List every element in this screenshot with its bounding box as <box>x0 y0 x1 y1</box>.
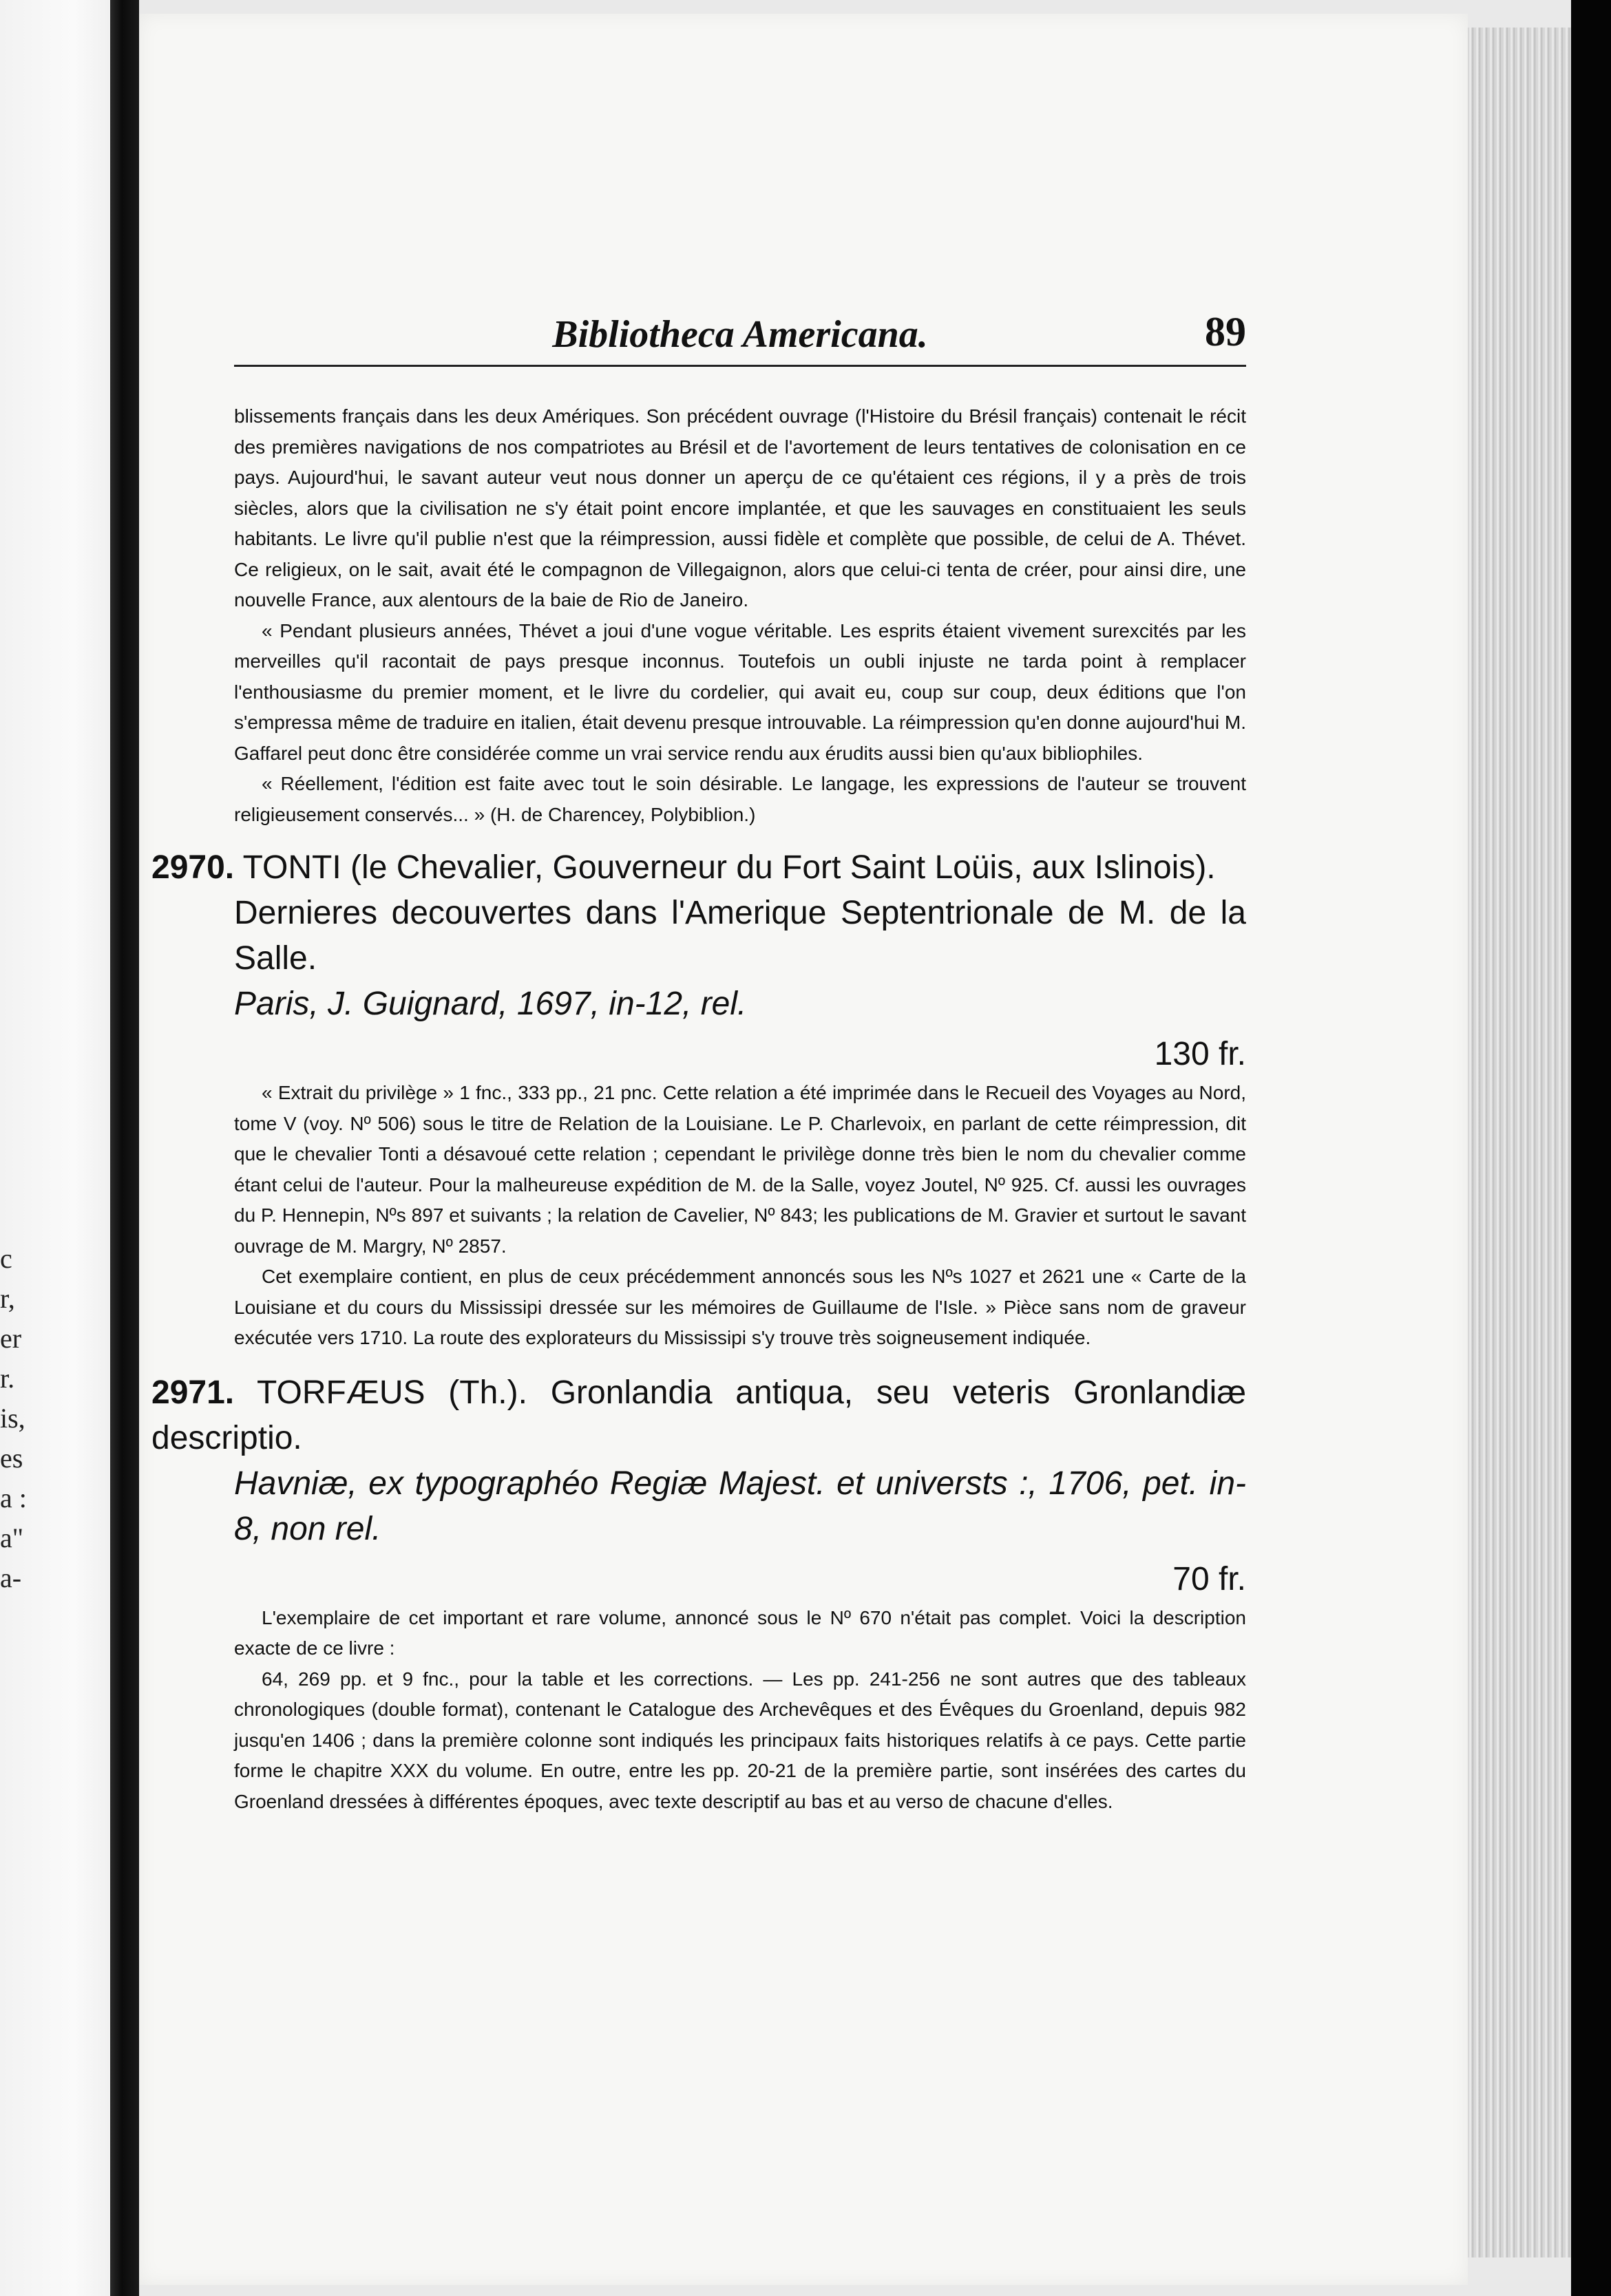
scan-border <box>1571 0 1611 2296</box>
left-fragment: es <box>0 1443 23 1474</box>
quote-paragraph: « Pendant plusieurs années, Thévet a joui d'une vogue véritable. Les esprits étaient vivement surexcités par les merveilles qu'il racontait de pays presque inconnus. Toutefois un oubli injuste ne tarda point à remplacer l'enthousiasme du premier moment, et le livre du cordelier, qui avait eu, coup sur coup, deux éditions que l'on s'empressa même de traduire en italien, était devenu presque introuvable. La réimpression qu'en donne aujourd'hui M. Gaffarel peut donc être considérée comme un vrai service rendu aux érudits aussi bien qu'aux bibliophiles. <box>234 619 1246 764</box>
entry-description: « Extrait du privilège » 1 fnc., 333 pp., 21 pnc. Cette relation a été imprimée dans le Recueil des Voyages au Nord, tome V (voy. Nº 506) sous le titre de Relation de la Louisiane. Le P. Charlevoix, en parlant de cette réimpression, dit que le chevalier Tonti a désavoué cette relation ; cependant le privilège donne très bien le nom du chevalier comme étant celui de l'auteur. Pour la malheureuse expédition de M. de la Salle, voyez Joutel, Nº 925. Cf. aussi les ouvrages du P. Hennepin, Nºs 897 et suivants ; la relation de Cavelier, Nº 843; les publications de M. Gravier et surtout le savant ouvrage de M. Margry, Nº 2857. <box>234 1082 1246 1257</box>
entry-heading: TONTI (le Chevalier, Gouverneur du Fort Saint Loüis, aux Islinois). <box>242 849 1216 886</box>
book-gutter <box>110 0 139 2296</box>
left-fragment: er <box>0 1323 22 1354</box>
entry-imprint: Paris, J. Guignard, 1697, in-12, rel. <box>234 986 747 1022</box>
entry-number: 2970. <box>151 849 235 886</box>
intro-paragraph: blissements français dans les deux Amériques. Son précédent ouvrage (l'Histoire du Brésil français) contenait le récit des premières navigations de nos compatriotes au Brésil et de l'avortement de leurs tentatives de colonisation en ce pays. Aujourd'hui, le savant auteur veut nous donner un aperçu de ce qu'étaient ces régions, il y a près de trois siècles, alors que la civilisation ne s'y était point encore implantée, et que les sauvages en constituaient les seuls habitants. Le livre qu'il publie n'est que la réimpression, aussi fidèle et complète que possible, de celui de A. Thévet. Ce religieux, on le sait, avait été le compagnon de Villegaignon, alors que celui-ci tenta de créer, pour ainsi dire, une nouvelle France, aux alentours de la baie de Rio de Janeiro. <box>234 405 1246 610</box>
page-edges <box>1468 28 1571 2257</box>
page-number: 89 <box>1205 309 1246 354</box>
body-text <box>151 401 1247 1817</box>
left-fragment: is, <box>0 1403 25 1434</box>
catalogue-entry <box>151 845 1246 1027</box>
entry-imprint: Havniæ, ex typographéo Regiæ Majest. et universts :, 1706, pet. in-8, non rel. <box>234 1465 1246 1547</box>
left-fragment: c <box>0 1243 12 1274</box>
page-content <box>151 303 1247 1817</box>
left-fragment: a : <box>0 1482 27 1513</box>
entry-number: 2971. <box>151 1374 235 1411</box>
left-page-text-fragments <box>0 1239 62 1598</box>
entry-subtitle: Dernieres decouvertes dans l'Amerique Septentrionale de M. de la Salle. <box>234 895 1246 977</box>
left-fragment: a" <box>0 1522 24 1553</box>
entry-heading: TORFÆUS (Th.). Gronlandia antiqua, seu veteris Gronlandiæ descriptio. <box>151 1374 1247 1456</box>
left-fragment: a- <box>0 1562 22 1593</box>
left-page-edge <box>0 0 124 2296</box>
entry-price: 130 fr. <box>1154 1036 1246 1072</box>
entry-price: 70 fr. <box>1172 1560 1246 1597</box>
running-head <box>234 303 1246 367</box>
left-fragment: r, <box>0 1283 15 1314</box>
entry-description: 64, 269 pp. et 9 fnc., pour la table et les corrections. — Les pp. 241-256 ne sont autres que des tableaux chronologiques (double format), contenant le Catalogue des Archevêques et des Évêques du Groenland, depuis 982 jusqu'en 1406 ; dans la première colonne sont indiqués les principaux faits historiques relatifs à ce pays. Cette partie forme le chapitre XXX du volume. En outre, entre les pp. 20-21 de la première partie, sont insérées des cartes du Groenland dressées à différentes époques, avec texte descriptif au bas et au verso de chacune d'elles. <box>234 1668 1246 1812</box>
catalogue-entry <box>151 1370 1246 1552</box>
left-fragment: r. <box>0 1363 15 1394</box>
entry-description: Cet exemplaire contient, en plus de ceux précédemment annoncés sous les Nºs 1027 et 2621 une « Carte de la Louisiane et du cours du Mississipi dressée sur les mémoires de Guillaume de l'Isle. » Pièce sans nom de graveur exécutée vers 1710. La route des explorateurs du Mississipi s'y trouve très soigneusement indiquée. <box>234 1266 1246 1348</box>
quote-paragraph: « Réellement, l'édition est faite avec tout le soin désirable. Le langage, les expressions de l'auteur se trouvent religieusement conservés... » (H. de Charencey, Polybiblion.) <box>234 773 1246 825</box>
running-title: Bibliotheca Americana. <box>552 313 928 356</box>
entry-description: L'exemplaire de cet important et rare volume, annoncé sous le Nº 670 n'était pas complet. Voici la description exacte de ce livre : <box>234 1606 1246 1659</box>
